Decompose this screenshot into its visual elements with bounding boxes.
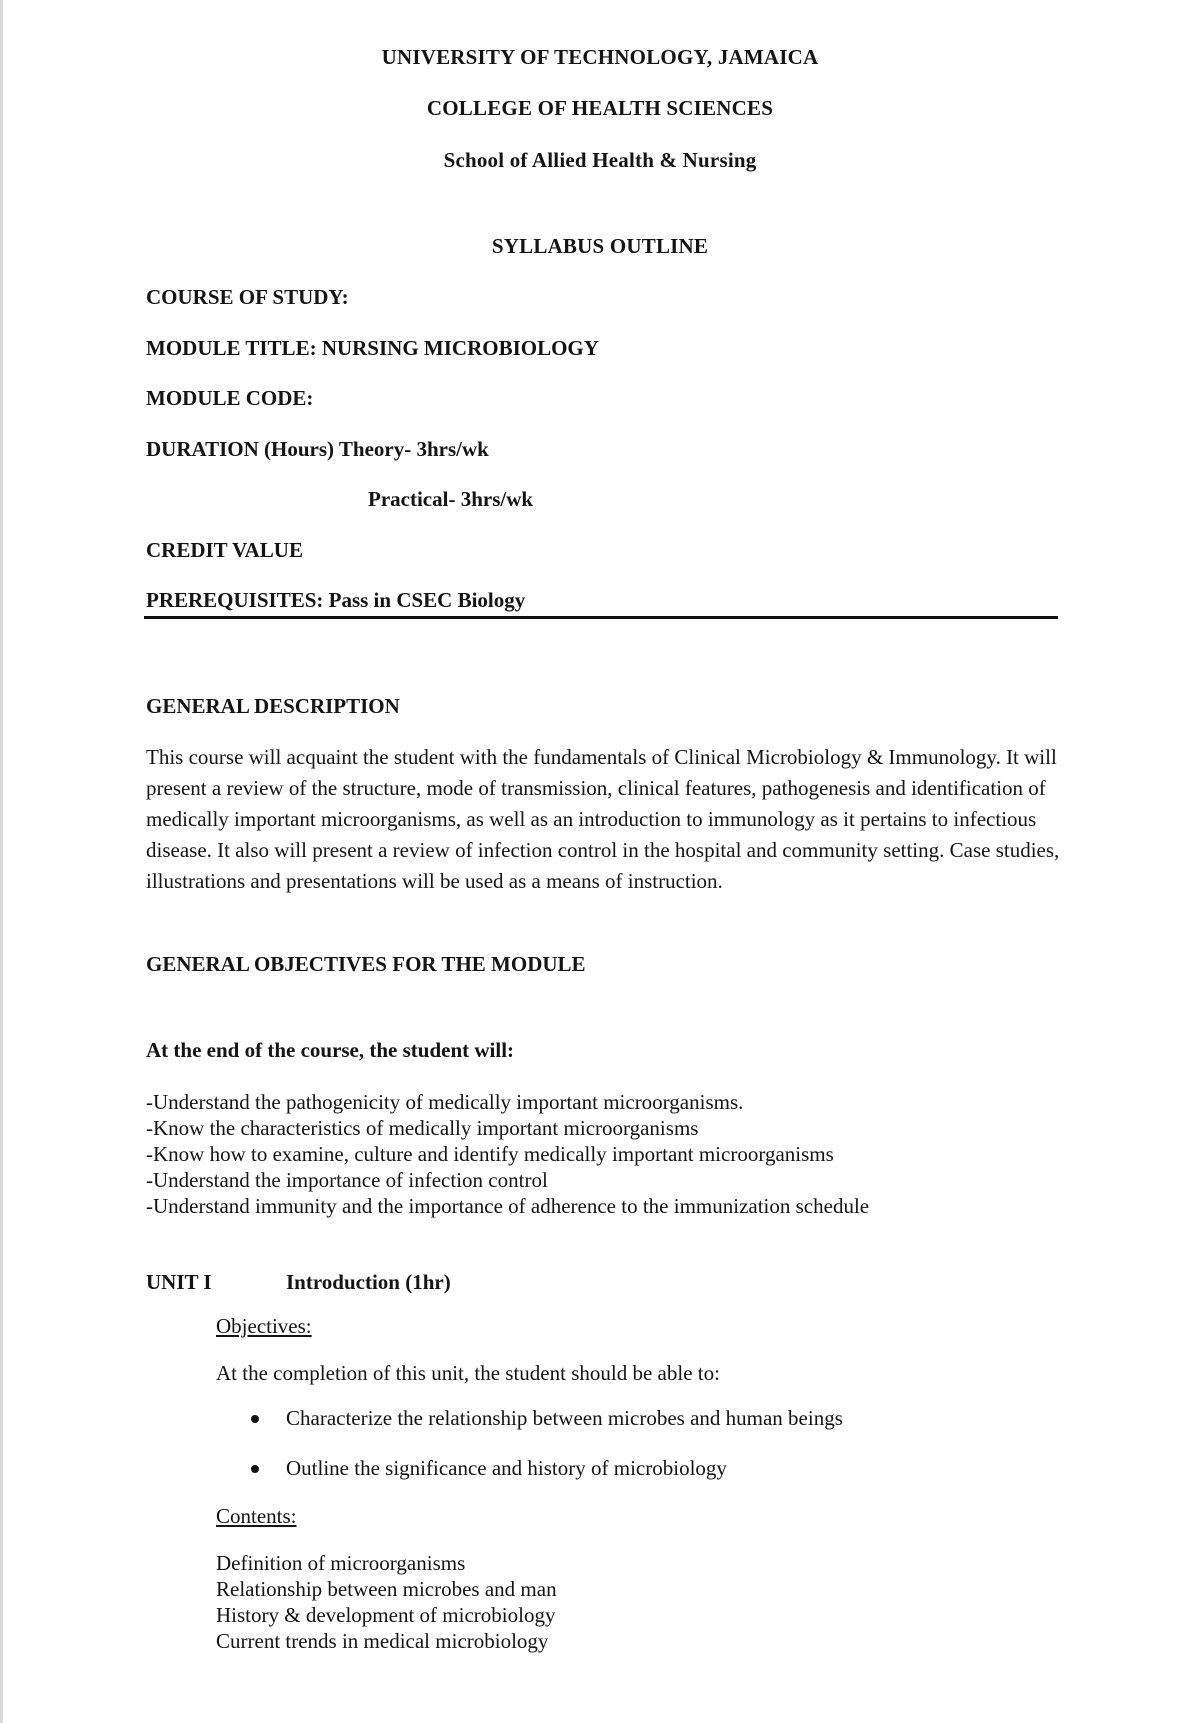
duration-theory-label: DURATION (Hours) Theory- 3hrs/wk	[146, 437, 489, 461]
unit-objectives-heading: Objectives:	[216, 1314, 312, 1338]
list-item: Current trends in medical microbiology	[216, 1629, 549, 1653]
section-divider	[144, 616, 1058, 619]
unit-contents-heading: Contents:	[216, 1504, 297, 1528]
university-title: UNIVERSITY OF TECHNOLOGY, JAMAICA	[381, 45, 819, 69]
unit-objective-item: Characterize the relationship between microbes and human beings	[286, 1406, 843, 1430]
unit-objectives-intro: At the completion of this unit, the student should be able to:	[216, 1361, 720, 1385]
module-code-label: MODULE CODE:	[146, 386, 314, 410]
objectives-intro: At the end of the course, the student will:	[146, 1038, 515, 1062]
list-item: History & development of microbiology	[216, 1603, 556, 1627]
unit-contents-list	[216, 1550, 557, 1654]
bullet-icon	[251, 1415, 259, 1423]
bullet-icon	[251, 1465, 259, 1473]
general-objectives-heading: GENERAL OBJECTIVES FOR THE MODULE	[146, 952, 586, 976]
list-item: -Understand immunity and the importance of adherence to the immunization schedule	[146, 1194, 870, 1218]
module-title-label: MODULE TITLE: NURSING MICROBIOLOGY	[146, 336, 599, 360]
unit-title: Introduction (1hr)	[286, 1270, 451, 1294]
college-title: COLLEGE OF HEALTH SCIENCES	[426, 96, 774, 120]
general-description-text: This course will acquaint the student with the fundamentals of Clinical Microbiology & Immunology. It will present a review of the structure, mode of transmission, clinical features, pathogenesis and identification of medically important microorganisms, as well as an introduction to immunology as it pertains to infectious disease. It also will present a review of infection control in the hospital and community setting. Case studies, illustrations and presentations will be used as a means of instruction.	[146, 745, 1060, 893]
general-objectives-list	[146, 1089, 869, 1219]
credit-value-label: CREDIT VALUE	[146, 538, 303, 562]
list-item: -Know the characteristics of medically important microorganisms	[146, 1116, 699, 1140]
list-item: -Understand the importance of infection control	[146, 1168, 548, 1192]
list-item: -Know how to examine, culture and identify medically important microorganisms	[146, 1142, 834, 1166]
list-item: Definition of microorganisms	[216, 1551, 466, 1575]
general-description-heading: GENERAL DESCRIPTION	[146, 694, 400, 718]
unit-label: UNIT I	[146, 1270, 212, 1294]
prerequisites-label: PREREQUISITES: Pass in CSEC Biology	[146, 588, 526, 612]
list-item: Relationship between microbes and man	[216, 1577, 557, 1601]
duration-practical-label: Practical- 3hrs/wk	[368, 487, 534, 511]
course-of-study-label: COURSE OF STUDY:	[146, 285, 349, 309]
unit-objective-item: Outline the significance and history of microbiology	[286, 1456, 727, 1480]
syllabus-title: SYLLABUS OUTLINE	[491, 234, 709, 258]
list-item: -Understand the pathogenicity of medically important microorganisms.	[146, 1090, 744, 1114]
school-title: School of Allied Health & Nursing	[443, 148, 757, 172]
page-edge	[0, 0, 3, 1723]
